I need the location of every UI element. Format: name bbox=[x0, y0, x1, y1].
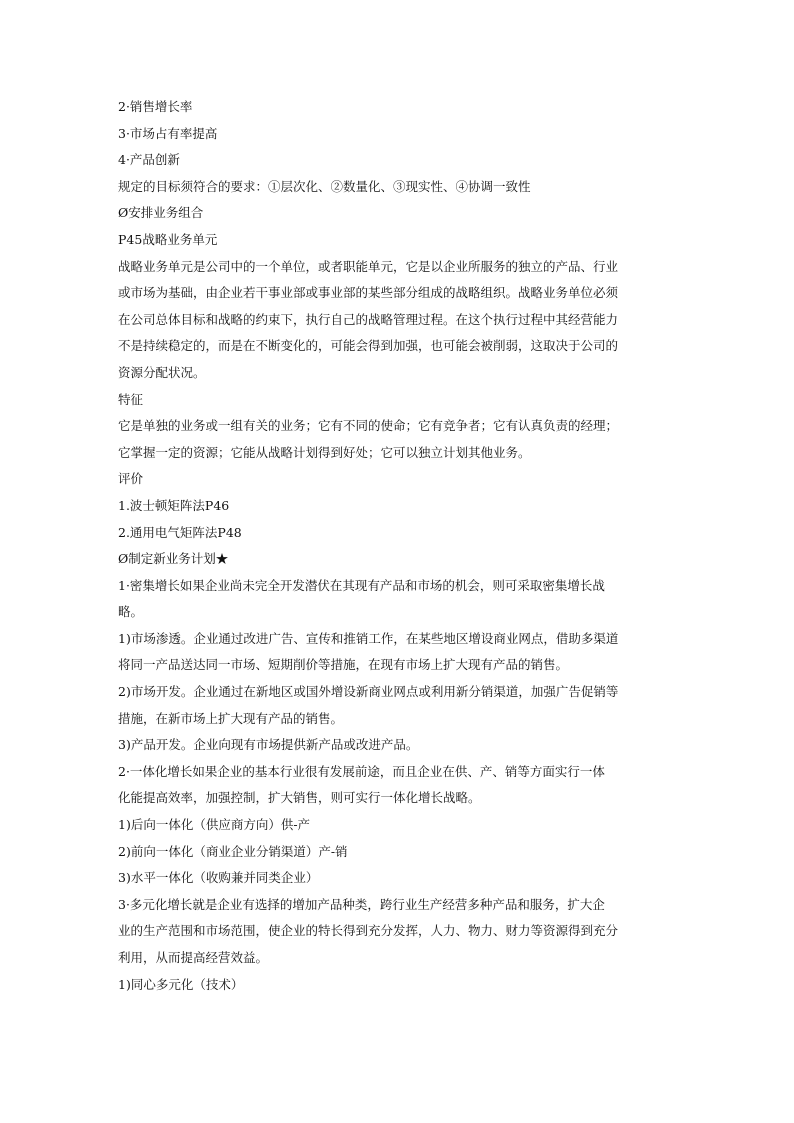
document-body bbox=[118, 94, 680, 998]
text-line: 4·产品创新 bbox=[118, 152, 180, 168]
list-item: 2)前向一体化（商业企业分销渠道）产-销 bbox=[118, 843, 348, 859]
list-item: 2.通用电气矩阵法P48 bbox=[118, 524, 242, 540]
section-heading: Ø制定新业务计划★ bbox=[118, 551, 229, 567]
text-line: 化能提高效率，加强控制，扩大销售，则可实行一体化增长战略。 bbox=[118, 790, 481, 806]
text-line: 规定的目标须符合的要求：①层次化、②数量化、③现实性、④协调一致性 bbox=[118, 178, 531, 194]
text-line: 它是单独的业务或一组有关的业务；它有不同的使命；它有竞争者；它有认真负责的经理； bbox=[118, 418, 619, 434]
text-line: 3·市场占有率提高 bbox=[118, 125, 218, 141]
text-line: 2·一体化增长如果企业的基本行业很有发展前途，而且企业在供、产、销等方面实行一体 bbox=[118, 763, 605, 779]
text-line: 略。 bbox=[118, 604, 144, 620]
section-heading: Ø安排业务组合 bbox=[118, 205, 204, 221]
text-line: 措施，在新市场上扩大现有产品的销售。 bbox=[118, 710, 344, 726]
text-line: 1)市场渗透。企业通过改进广告、宣传和推销工作，在某些地区增设商业网点，借助多渠道 bbox=[118, 630, 619, 646]
text-line: 利用，从而提高经营效益。 bbox=[118, 950, 269, 965]
text-line: 2)市场开发。企业通过在新地区或国外增设新商业网点或利用新分销渠道，加强广告促销等 bbox=[118, 684, 619, 700]
list-item: 1)同心多元化（技术） bbox=[118, 976, 244, 992]
text-line: 它掌握一定的资源；它能从战略计划得到好处；它可以独立计划其他业务。 bbox=[118, 444, 531, 460]
text-line: 在公司总体目标和战略的约束下，执行自己的战略管理过程。在这个执行过程中其经营能力 bbox=[118, 311, 619, 327]
subsection-heading: 特征 bbox=[118, 391, 144, 407]
subsection-heading: 评价 bbox=[118, 471, 144, 487]
text-line: 将同一产品送达同一市场、短期削价等措施，在现有市场上扩大现有产品的销售。 bbox=[118, 657, 569, 673]
text-line: 2·销售增长率 bbox=[118, 99, 193, 114]
text-line: 3)产品开发。企业向现有市场提供新产品或改进产品。 bbox=[118, 737, 419, 753]
text-line: 1·密集增长如果企业尚未完全开发潜伏在其现有产品和市场的机会，则可采取密集增长战 bbox=[118, 577, 605, 593]
text-line: 业的生产范围和市场范围，使企业的特长得到充分发挥，人力、物力、财力等资源得到充分 bbox=[118, 923, 619, 939]
text-line: 资源分配状况。 bbox=[118, 364, 206, 380]
text-line: 或市场为基础，由企业若干事业部或事业部的某些部分组成的战略组织。战略业务单位必须 bbox=[118, 285, 619, 301]
list-item: 1)后向一体化（供应商方向）供-产 bbox=[118, 817, 311, 833]
list-item: 3)水平一体化（收购兼并同类企业） bbox=[118, 870, 319, 886]
text-line: 3·多元化增长就是企业有选择的增加产品种类，跨行业生产经营多种产品和服务，扩大企 bbox=[118, 896, 605, 912]
subsection-heading: P45战略业务单元 bbox=[118, 231, 218, 247]
list-item: 1.波士顿矩阵法P46 bbox=[118, 497, 230, 513]
text-line: 不是持续稳定的，而是在不断变化的，可能会得到加强，也可能会被削弱，这取决于公司的 bbox=[118, 338, 619, 354]
text-line: 战略业务单元是公司中的一个单位，或者职能单元，它是以企业所服务的独立的产品、行业 bbox=[118, 258, 619, 274]
